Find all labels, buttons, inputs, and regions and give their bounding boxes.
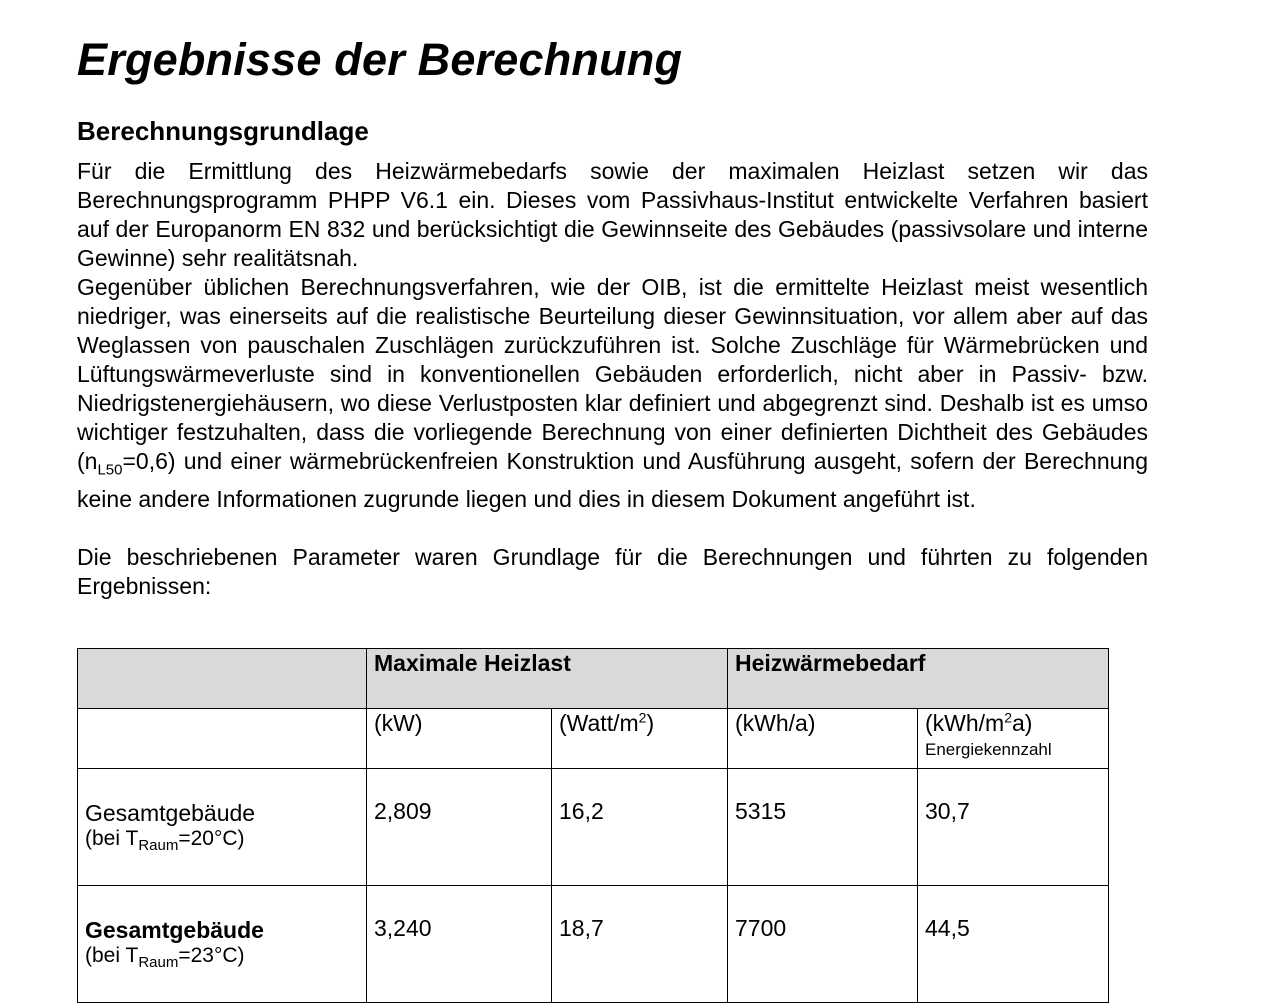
unit-kwh-m2a-suffix: a) <box>1012 710 1033 736</box>
table-unit-row <box>78 709 1109 769</box>
cell-kwh-m2a: 30,7 <box>918 769 1109 886</box>
section-heading: Berechnungsgrundlage <box>77 116 369 146</box>
cell-watt-m2: 16,2 <box>552 769 728 886</box>
row-label-text: Gesamtgebäude <box>85 800 256 826</box>
header-empty-cell <box>78 649 367 709</box>
cell-kw: 3,240 <box>367 886 552 1003</box>
paragraph-comparison-subscript: L50 <box>97 461 123 479</box>
unit-watt-m2-prefix: (Watt/m <box>559 710 639 736</box>
table-row <box>78 886 1109 1003</box>
row-condition-suffix: =20°C) <box>178 827 245 850</box>
paragraph-results-intro: Die beschriebenen Parameter waren Grundlage für die Berechnungen und führten zu folgenden Ergebnissen: <box>77 543 1148 599</box>
unit-watt-m2-sup: 2 <box>638 709 647 726</box>
energiekennzahl-note: Energiekennzahl <box>925 740 1052 759</box>
row-condition-suffix: =23°C) <box>178 944 245 967</box>
row-condition <box>85 827 366 858</box>
paragraph-comparison-part1: Gegenüber üblichen Berechnungsverfahren, wie der OIB, ist die ermittelte Heizlast meist wesentlich niedriger, was einerseits auf die realistische Beurteilung dieser Gewinnsituation, vor allem aber auf das Weglassen von pauschalen Zuschlägen zurückzuführen ist. Solche Zuschläge für Wärmebrücken und Lüftungswärmeverluste sind in konventionellen Gebäuden erforderlich, nicht aber in Passiv- bzw. Niedrigstenergiehäusern, wo diese Verlustposten klar definiert und abgegrenzt sind. Deshalb ist es umso wichtiger festzuhalten, dass die vorliegende Berechnung von einer definierten Dichtheit des Gebäudes (n <box>77 274 1148 474</box>
row-label-20c <box>78 769 367 886</box>
row-condition-prefix: (bei T <box>85 944 139 967</box>
results-table <box>77 648 1109 1003</box>
cell-kwh-m2a: 44,5 <box>918 886 1109 1003</box>
table-header-row <box>78 649 1109 709</box>
header-max-heizlast: Maximale Heizlast <box>367 649 728 709</box>
page-title: Ergebnisse der Berechnung <box>77 34 683 85</box>
unit-kwh-m2a <box>918 709 1109 769</box>
unit-empty-cell <box>78 709 367 769</box>
unit-kwh-a: (kWh/a) <box>728 709 918 769</box>
cell-kw: 2,809 <box>367 769 552 886</box>
row-label-23c <box>78 886 367 1003</box>
header-heizwaermebedarf: Heizwärmebedarf <box>728 649 1109 709</box>
row-condition <box>85 944 366 975</box>
cell-kwh-a: 7700 <box>728 886 918 1003</box>
row-condition-prefix: (bei T <box>85 827 139 850</box>
paragraph-comparison <box>77 273 1148 514</box>
row-label-text: Gesamtgebäude <box>85 917 264 943</box>
unit-watt-m2 <box>552 709 728 769</box>
paragraph-comparison-part2: =0,6) und einer wärmebrückenfreien Konstruktion und Ausführung ausgeht, sofern der Berechnung keine andere Informationen zugrunde liegen und dies in diesem Dokument angeführt ist. <box>77 448 1148 512</box>
unit-kwh-m2a-sup: 2 <box>1004 709 1013 726</box>
row-condition-sub: Raum <box>138 954 179 972</box>
cell-watt-m2: 18,7 <box>552 886 728 1003</box>
body-text <box>77 157 1148 601</box>
row-condition-sub: Raum <box>138 837 179 855</box>
paragraph-calculation-method: Für die Ermittlung des Heizwärmebedarfs sowie der maximalen Heizlast setzen wir das Berechnungsprogramm PHPP V6.1 ein. Dieses vom Passivhaus-Institut entwickelte Verfahren basiert auf der Europanorm EN 832 und berücksichtigt die Gewinnseite des Gebäudes (passivsolare und interne Gewinne) sehr realitätsnah. <box>77 158 1148 271</box>
unit-kwh-m2a-prefix: (kWh/m <box>925 710 1005 736</box>
unit-kw: (kW) <box>367 709 552 769</box>
unit-watt-m2-suffix: ) <box>646 710 655 736</box>
cell-kwh-a: 5315 <box>728 769 918 886</box>
table-row <box>78 769 1109 886</box>
